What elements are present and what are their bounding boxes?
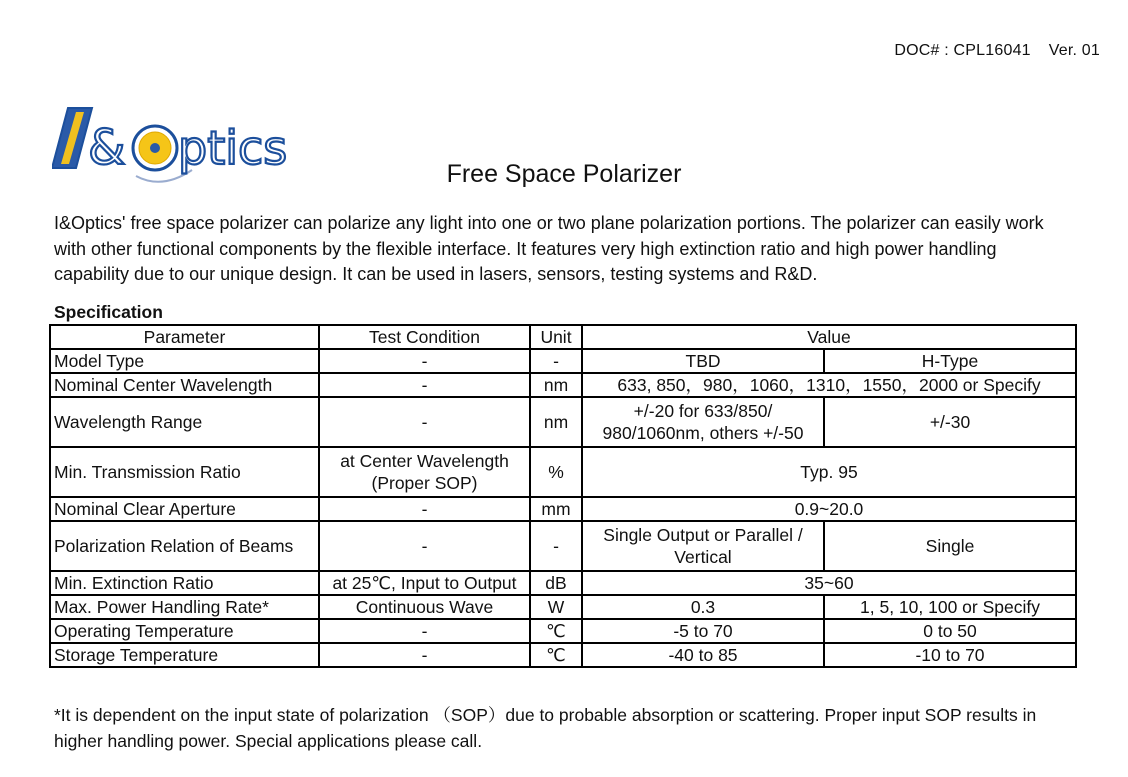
value-cell: Typ. 95 <box>582 447 1076 497</box>
unit-cell: W <box>530 595 582 619</box>
unit-cell: ℃ <box>530 619 582 643</box>
cond-cell: at Center Wavelength (Proper SOP) <box>319 447 530 497</box>
cond-cell: - <box>319 643 530 667</box>
col-header-unit: Unit <box>530 325 582 349</box>
col-header-parameter: Parameter <box>50 325 319 349</box>
param-cell: Nominal Clear Aperture <box>50 497 319 521</box>
unit-cell: nm <box>530 373 582 397</box>
cond-cell: Continuous Wave <box>319 595 530 619</box>
logo-ampersand: & <box>88 120 126 176</box>
param-cell: Model Type <box>50 349 319 373</box>
logo-ball-core <box>150 143 160 153</box>
value-cell: 0.9~20.0 <box>582 497 1076 521</box>
value-cell: 0.3 <box>582 595 824 619</box>
param-cell: Wavelength Range <box>50 397 319 447</box>
cond-cell: - <box>319 497 530 521</box>
value-cell: +/-30 <box>824 397 1076 447</box>
col-header-test-condition: Test Condition <box>319 325 530 349</box>
footnote: *It is dependent on the input state of polarization （SOP）due to probable absorption or scattering. Proper input SOP results in higher handling power. Special applications please call. <box>54 705 1037 751</box>
unit-cell: ℃ <box>530 643 582 667</box>
unit-cell: - <box>530 521 582 571</box>
value-cell: H-Type <box>824 349 1076 373</box>
table-row <box>50 497 1076 521</box>
table-row <box>50 397 1076 447</box>
intro-paragraph: I&Optics' free space polarizer can polarize any light into one or two plane polarization portions. The polarizer can easily work with other functional components by the flexible interface. It features very high extinction ratio and high power handling capability due to our unique design. It can be used in lasers, sensors, testing systems and R&D. <box>54 213 1044 284</box>
unit-cell: - <box>530 349 582 373</box>
table-row <box>50 521 1076 571</box>
table-row <box>50 619 1076 643</box>
unit-cell: dB <box>530 571 582 595</box>
value-cell: Single Output or Parallel / Vertical <box>582 521 824 571</box>
value-cell: 35~60 <box>582 571 1076 595</box>
table-row <box>50 643 1076 667</box>
spec-table <box>49 324 1077 668</box>
table-row <box>50 349 1076 373</box>
unit-cell: nm <box>530 397 582 447</box>
cond-cell: - <box>319 619 530 643</box>
table-row <box>50 447 1076 497</box>
value-cell: -10 to 70 <box>824 643 1076 667</box>
cond-cell: at 25℃, Input to Output <box>319 571 530 595</box>
value-cell: 1, 5, 10, 100 or Specify <box>824 595 1076 619</box>
param-cell: Storage Temperature <box>50 643 319 667</box>
value-cell: -40 to 85 <box>582 643 824 667</box>
cond-cell: - <box>319 349 530 373</box>
table-row <box>50 571 1076 595</box>
cond-cell: - <box>319 373 530 397</box>
unit-cell: % <box>530 447 582 497</box>
doc-id: DOC# : CPL16041 <box>894 42 1031 59</box>
param-cell: Max. Power Handling Rate* <box>50 595 319 619</box>
table-row <box>50 373 1076 397</box>
cond-cell: - <box>319 521 530 571</box>
cond-cell: - <box>319 397 530 447</box>
value-cell: TBD <box>582 349 824 373</box>
page-title: Free Space Polarizer <box>446 160 682 188</box>
table-header-row <box>50 325 1076 349</box>
value-cell: 633, 850，980，1060，1310，1550，2000 or Specify <box>582 373 1076 397</box>
value-cell: +/-20 for 633/850/ 980/1060nm, others +/-50 <box>582 397 824 447</box>
value-cell: Single <box>824 521 1076 571</box>
doc-version: Ver. 01 <box>1048 42 1100 59</box>
param-cell: Min. Extinction Ratio <box>50 571 319 595</box>
spec-heading: Specification <box>54 302 163 322</box>
param-cell: Min. Transmission Ratio <box>50 447 319 497</box>
param-cell: Operating Temperature <box>50 619 319 643</box>
col-header-value: Value <box>582 325 1076 349</box>
param-cell: Polarization Relation of Beams <box>50 521 319 571</box>
param-cell: Nominal Center Wavelength <box>50 373 319 397</box>
table-row <box>50 595 1076 619</box>
logo-ptics: ptics <box>178 121 288 175</box>
value-cell: -5 to 70 <box>582 619 824 643</box>
document-number <box>894 42 1100 60</box>
value-cell: 0 to 50 <box>824 619 1076 643</box>
unit-cell: mm <box>530 497 582 521</box>
